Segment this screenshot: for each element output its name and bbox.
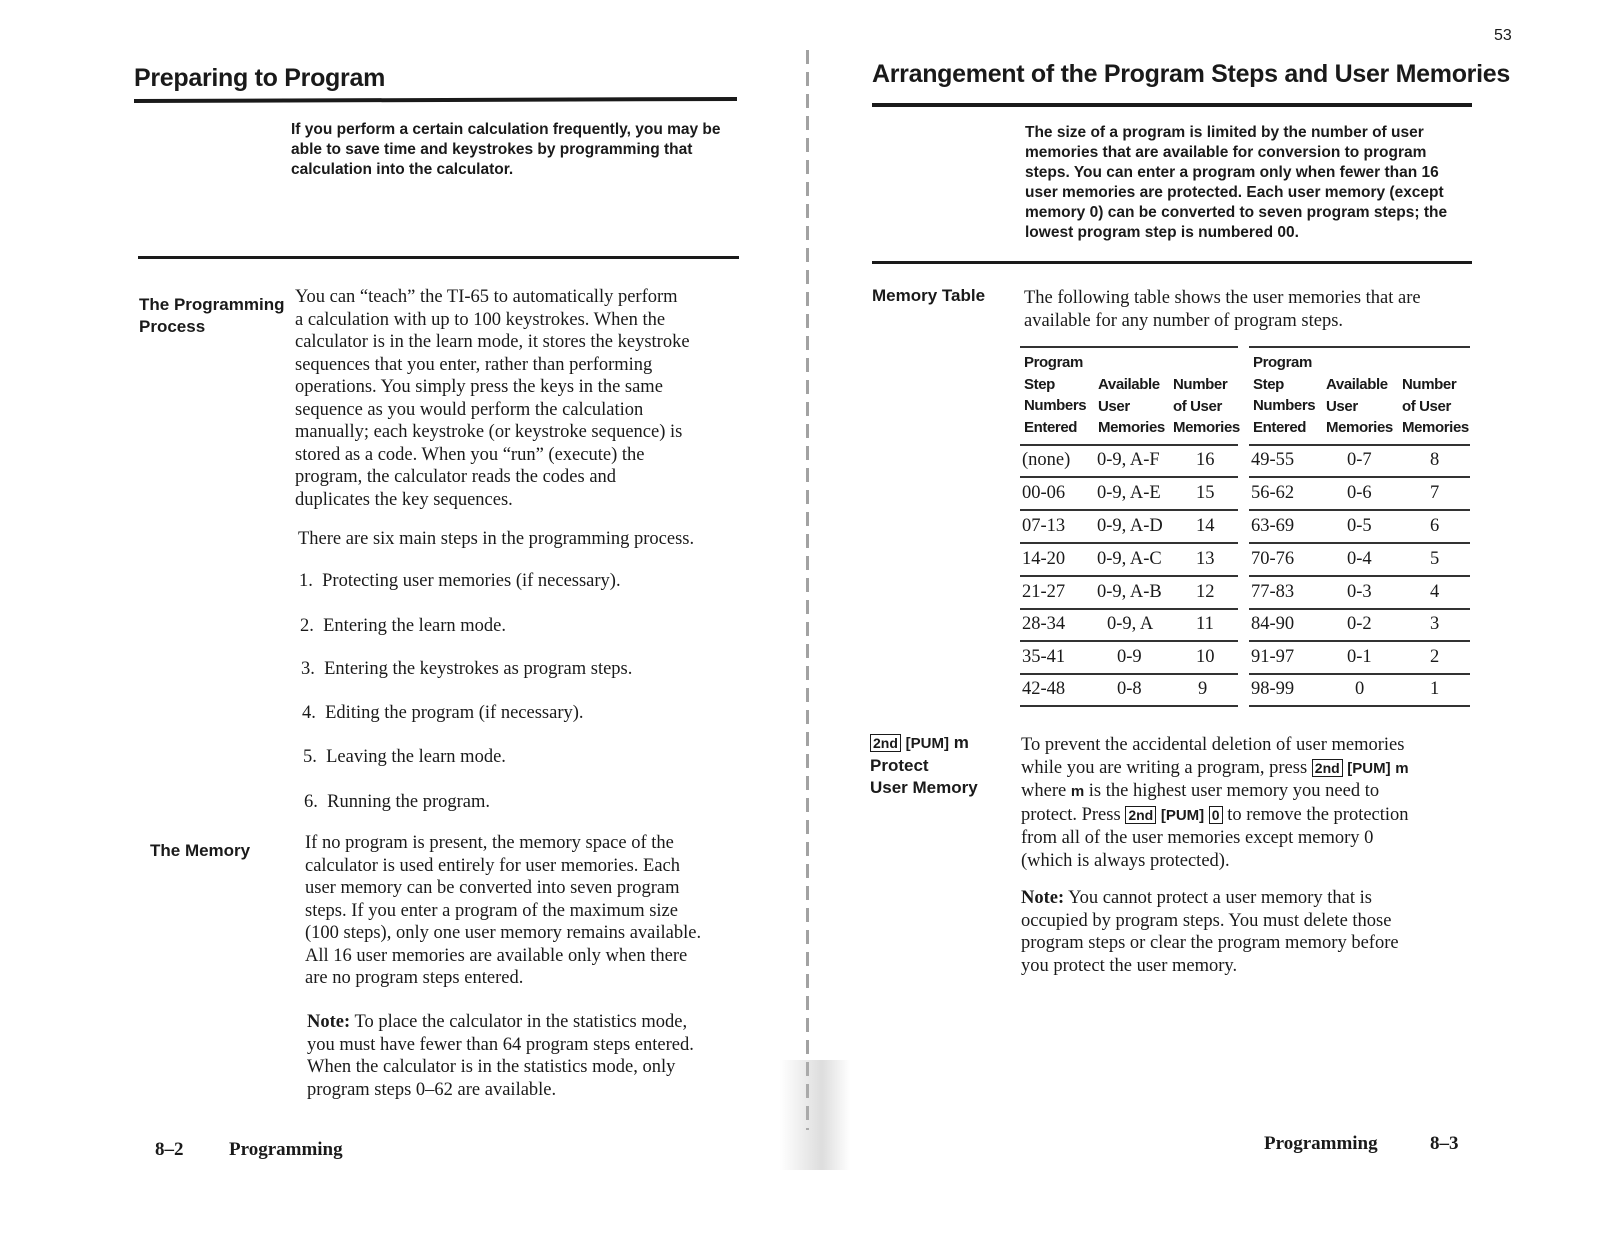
paragraph-line: from all of the user memories except memory 0 (1021, 828, 1374, 848)
right-intro (1025, 123, 1447, 243)
paragraph-line: (100 steps), only one user memory remains available. (305, 923, 702, 943)
paragraph-line: manually; each keystroke (or keystroke sequence) is (295, 422, 683, 442)
note-line: you protect the user memory. (1021, 955, 1238, 976)
table-cell: 7 (1430, 483, 1440, 503)
table-cell: 0-1 (1347, 647, 1372, 667)
paragraph-line (1021, 757, 1481, 781)
table-cell: 0-7 (1347, 450, 1372, 470)
text: is the highest user memory you need to (1088, 781, 1380, 801)
memory-heading: The Memory (150, 841, 251, 860)
protect-user-memory-heading (870, 732, 978, 799)
programming-process-paragraph (295, 286, 755, 511)
table-cell: 9 (1198, 679, 1208, 699)
paragraph-line: stored as a code. When you “run” (execute) the (295, 444, 645, 465)
title-rule (872, 103, 1472, 107)
header-line: of User (1173, 397, 1222, 415)
paragraph-line: You can “teach” the TI-65 to automatically perform (295, 287, 678, 307)
header-line: Number (1402, 376, 1457, 393)
table-cell: 8 (1430, 450, 1440, 470)
memory-variable: m (953, 733, 969, 752)
intro-line: lowest program step is numbered 00. (1025, 224, 1299, 241)
paragraph-line: program, the calculator reads the codes and (295, 467, 617, 487)
intro-line: If you perform a certain calculation frequently, you may be (291, 121, 721, 138)
table-cell: 42-48 (1022, 679, 1066, 699)
left-footer-section: Programming (229, 1139, 343, 1160)
table-row-rule (1020, 509, 1238, 511)
note-text: To place the calculator in the statistics mode, (350, 1012, 688, 1032)
text: while you are writing a program, press (1021, 757, 1308, 778)
header-line: Memories (1326, 419, 1393, 436)
table-cell: 2 (1430, 647, 1440, 667)
table-cell: 0-9 (1117, 647, 1142, 667)
table-cell: 15 (1196, 483, 1215, 503)
right-page-title: Arrangement of the Program Steps and User Memories (872, 60, 1510, 88)
table-cell: 14-20 (1022, 549, 1066, 569)
table-header-rule (1249, 444, 1470, 446)
binding-shadow (780, 1060, 850, 1170)
memory-paragraph (305, 832, 765, 990)
table-cell: 0-2 (1347, 614, 1372, 634)
left-intro (291, 120, 721, 180)
header-line: Available (1326, 376, 1388, 393)
table-cell: 70-76 (1251, 549, 1295, 569)
intro-line: able to save time and keystrokes by programming that (291, 141, 693, 158)
paragraph-line: are no program steps entered. (305, 968, 524, 988)
table-cell: 56-62 (1251, 483, 1295, 503)
table-row-rule (1249, 542, 1470, 544)
table-row-rule (1020, 476, 1238, 478)
table-bottom-rule (1020, 705, 1238, 707)
table-row-rule (1249, 608, 1470, 610)
note-label: Note: (307, 1012, 351, 1032)
page-number: 53 (1494, 27, 1512, 44)
table-row-rule (1249, 509, 1470, 511)
table-header-cell (1326, 374, 1393, 439)
pum-key-label: [PUM] (1160, 806, 1205, 824)
protect-note (1021, 887, 1481, 977)
header-line: Memories (1098, 419, 1165, 436)
protect-paragraph (1021, 734, 1481, 872)
note-line: occupied by program steps. You must delete those (1021, 910, 1392, 931)
paragraph-line: sequence as you would perform the calculation (295, 399, 644, 420)
table-row-rule (1249, 575, 1470, 577)
table-row-rule (1020, 542, 1238, 544)
binding-gutter (806, 50, 809, 1130)
table-cell: 0-9, A-F (1097, 450, 1160, 470)
paragraph-line: All 16 user memories are available only when there (305, 945, 688, 966)
programming-process-heading (139, 294, 284, 338)
intro-line: memories that are available for conversion to program (1025, 144, 1427, 161)
table-cell: 10 (1196, 647, 1215, 667)
table-header-cell (1253, 352, 1315, 438)
header-line: of User (1402, 397, 1451, 415)
memory-table-heading: Memory Table (872, 286, 986, 305)
table-cell: 98-99 (1251, 679, 1295, 699)
intro-line: memory 0) can be converted to seven program steps; the (1025, 204, 1448, 221)
table-cell: 4 (1430, 582, 1440, 602)
table-cell: 84-90 (1251, 614, 1295, 634)
table-cell: 00-06 (1022, 483, 1066, 503)
table-cell: 14 (1196, 516, 1215, 536)
header-line: Program (1024, 354, 1083, 371)
table-header-cell (1173, 374, 1240, 439)
note-line: When the calculator is in the statistics mode, only (307, 1057, 676, 1077)
heading-line: Process (139, 317, 206, 336)
table-cell: 49-55 (1251, 450, 1295, 470)
header-line: Memories (1173, 419, 1240, 436)
step-item: 3. Entering the keystrokes as program steps. (301, 659, 633, 679)
table-cell: 0-9, A-B (1097, 582, 1162, 602)
zero-key: 0 (1209, 806, 1223, 824)
table-header-cell (1402, 374, 1469, 439)
paragraph-line: operations. You simply press the keys in the same (295, 377, 663, 397)
table-header-rule (1020, 444, 1238, 446)
header-line: Numbers (1024, 397, 1087, 414)
paragraph-line: steps. If you enter a program of the maximum size (305, 900, 678, 921)
header-line: Entered (1024, 418, 1078, 436)
title-rule (134, 97, 737, 103)
table-cell: 0 (1355, 679, 1365, 699)
table-cell: 3 (1430, 614, 1440, 634)
table-cell: 0-6 (1347, 483, 1372, 503)
table-top-rule (1249, 346, 1470, 348)
header-line: Available (1098, 376, 1160, 393)
header-line: User (1326, 397, 1358, 415)
left-footer-page: 8–2 (155, 1139, 184, 1160)
text: protect. Press (1021, 804, 1121, 825)
paragraph-line (1021, 804, 1481, 828)
table-cell: 0-9, A (1107, 614, 1154, 634)
table-header-cell (1098, 374, 1165, 439)
heading-line (870, 732, 978, 755)
table-row-rule (1249, 640, 1470, 642)
paragraph-line: To prevent the accidental deletion of user memories (1021, 735, 1405, 755)
right-footer-page: 8–3 (1430, 1133, 1459, 1154)
heading-line: The Programming (139, 295, 285, 314)
paragraph-line: calculator is used entirely for user memories. Each (305, 855, 680, 876)
table-cell: 0-8 (1117, 679, 1142, 699)
left-page-title: Preparing to Program (134, 64, 385, 92)
table-cell: 0-4 (1347, 549, 1372, 569)
table-cell: (none) (1022, 450, 1071, 470)
header-line: Step (1253, 375, 1284, 393)
memory-table-description (1024, 287, 1421, 332)
table-cell: 35-41 (1022, 647, 1066, 667)
second-key: 2nd (1125, 806, 1156, 824)
table-cell: 0-9, A-E (1097, 483, 1161, 503)
paragraph-line: user memory can be converted into seven program (305, 878, 680, 898)
table-cell: 0-9, A-D (1097, 516, 1163, 536)
note-line (307, 1011, 767, 1034)
note-label: Note: (1021, 888, 1065, 908)
table-cell: 1 (1430, 679, 1440, 699)
intro-line: steps. You can enter a program only when fewer than 16 (1025, 164, 1439, 181)
paragraph-line: sequences that you enter, rather than performing (295, 354, 653, 375)
header-line: Program (1253, 354, 1312, 371)
table-cell: 5 (1430, 549, 1440, 569)
table-row-rule (1020, 608, 1238, 610)
description-line: available for any number of program steps. (1024, 310, 1344, 331)
note-line: program steps 0–62 are available. (307, 1079, 557, 1100)
text: where (1021, 781, 1067, 801)
header-line: Step (1024, 375, 1055, 393)
table-cell: 0-9, A-C (1097, 549, 1162, 569)
paragraph-line: If no program is present, the memory space of the (305, 833, 674, 853)
note-line (1021, 887, 1481, 910)
header-line: Entered (1253, 418, 1307, 436)
step-item: 4. Editing the program (if necessary). (302, 703, 584, 723)
intro-line: user memories are protected. Each user memory (except (1025, 184, 1444, 201)
pum-key-label: [PUM] (905, 735, 949, 752)
paragraph-line: (which is always protected). (1021, 850, 1230, 871)
note-line: you must have fewer than 64 program steps entered. (307, 1034, 694, 1055)
table-cell: 07-13 (1022, 516, 1066, 536)
note-text: You cannot protect a user memory that is (1064, 888, 1372, 908)
table-cell: 28-34 (1022, 614, 1066, 634)
note-line: program steps or clear the program memory before (1021, 933, 1399, 953)
statistics-note (307, 1011, 767, 1101)
paragraph-line: calculator is in the learn mode, it stores the keystroke (295, 332, 690, 352)
table-cell: 21-27 (1022, 582, 1066, 602)
table-row-rule (1249, 476, 1470, 478)
second-key: 2nd (1312, 759, 1343, 777)
table-cell: 6 (1430, 516, 1440, 536)
section-rule (872, 261, 1472, 264)
step-item: 5. Leaving the learn mode. (303, 747, 506, 767)
table-bottom-rule (1249, 705, 1470, 707)
heading-line: Protect (870, 756, 929, 775)
second-key: 2nd (870, 734, 901, 752)
intro-line: calculation into the calculator. (291, 161, 514, 178)
step-item: 2. Entering the learn mode. (300, 616, 507, 636)
description-line: The following table shows the user memories that are (1024, 288, 1421, 308)
table-cell: 63-69 (1251, 516, 1295, 536)
text: to remove the protection (1227, 804, 1409, 825)
table-cell: 77-83 (1251, 582, 1295, 602)
pum-key-label: [PUM] (1347, 759, 1391, 777)
table-cell: 13 (1196, 549, 1215, 569)
memory-variable: m (1395, 759, 1409, 777)
table-cell: 0-3 (1347, 582, 1372, 602)
table-cell: 91-97 (1251, 647, 1295, 667)
right-footer-section: Programming (1264, 1133, 1378, 1154)
memory-variable: m (1070, 783, 1085, 800)
table-top-rule (1020, 346, 1238, 348)
step-item: 1. Protecting user memories (if necessary). (299, 571, 621, 591)
table-cell: 12 (1196, 582, 1215, 602)
paragraph-line: a calculation with up to 100 keystrokes. When the (295, 309, 666, 330)
header-line: Number (1173, 376, 1228, 393)
header-line: User (1098, 397, 1130, 415)
paragraph-line (1021, 780, 1481, 804)
step-item: 6. Running the program. (304, 792, 491, 812)
header-line: Memories (1402, 419, 1469, 436)
table-row-rule (1020, 640, 1238, 642)
table-cell: 16 (1196, 450, 1215, 470)
table-row-rule (1020, 575, 1238, 577)
header-line: Numbers (1253, 397, 1316, 414)
section-rule (138, 256, 739, 259)
intro-line: The size of a program is limited by the number of user (1025, 124, 1424, 141)
table-row-rule (1249, 673, 1470, 675)
paragraph-line: duplicates the key sequences. (295, 489, 513, 510)
heading-line: User Memory (870, 778, 978, 797)
table-row-rule (1020, 673, 1238, 675)
table-cell: 0-5 (1347, 516, 1372, 536)
table-header-cell (1024, 352, 1086, 438)
table-cell: 11 (1196, 614, 1214, 634)
six-steps-intro: There are six main steps in the programming process. (298, 529, 695, 549)
